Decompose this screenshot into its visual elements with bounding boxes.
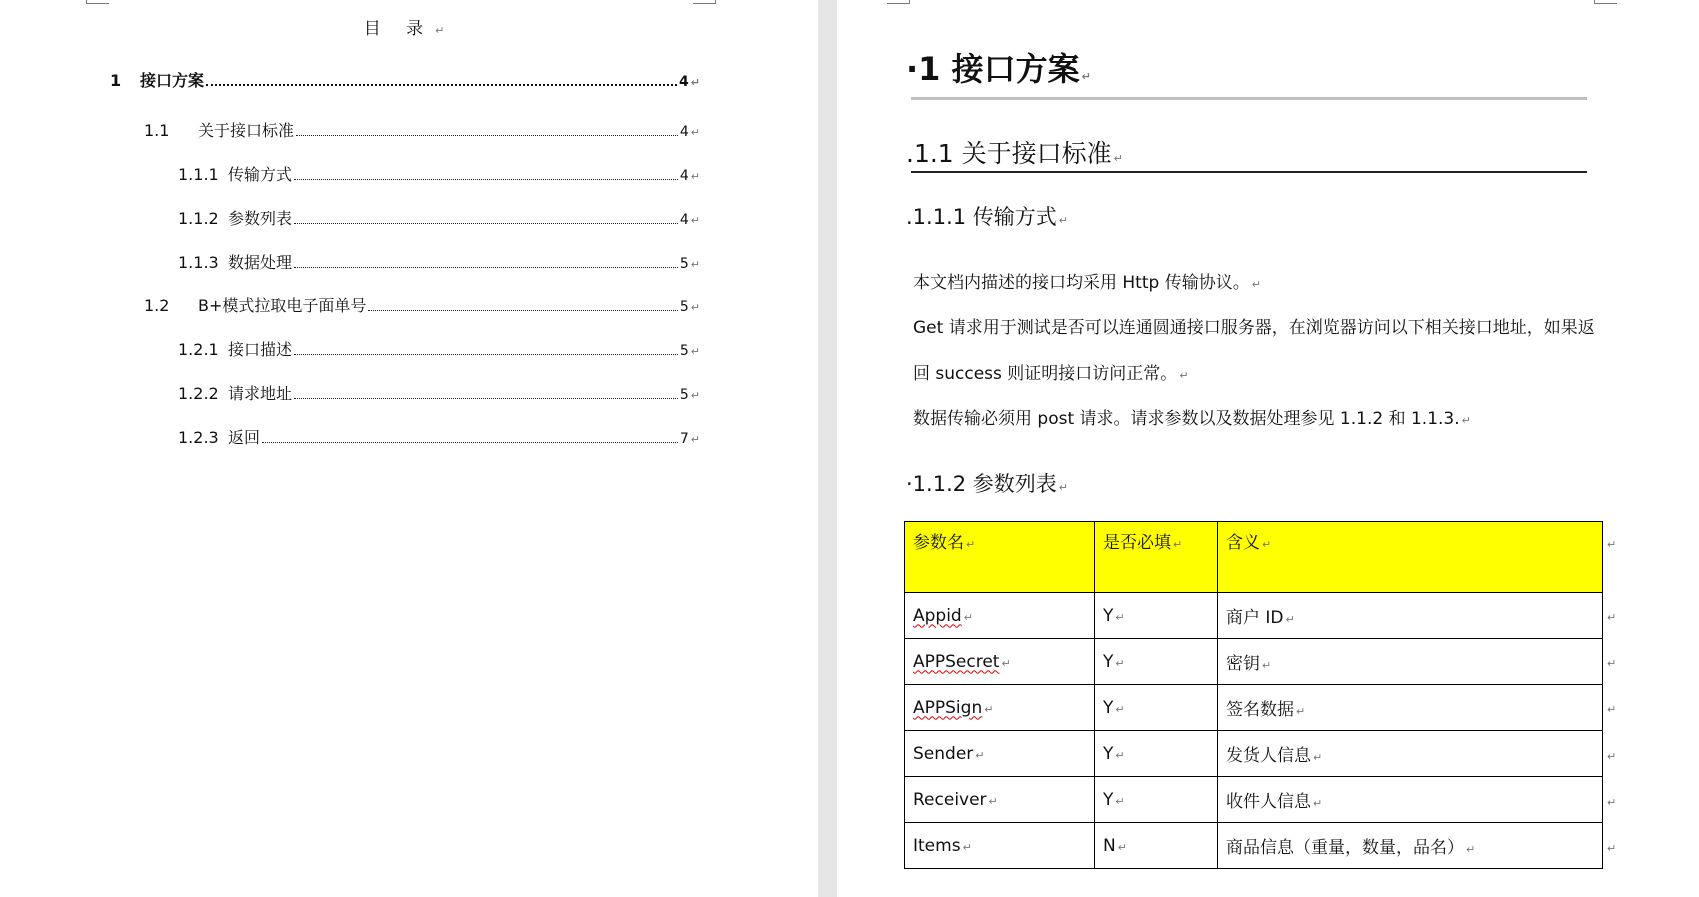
table-cell: Items ↵ [905, 823, 1095, 869]
table-cell: 签名数据 ↵ [1218, 685, 1603, 731]
table-cell: Appid ↵ [905, 593, 1095, 639]
table-cell: Y ↵ [1095, 685, 1218, 731]
table-row [905, 731, 1603, 777]
parameter-table [904, 521, 1603, 869]
row-end-mark: ↵ [1607, 703, 1617, 716]
heading-1-rule [911, 97, 1587, 100]
table-row [905, 593, 1603, 639]
table-header-cell: 含义 ↵ [1218, 522, 1603, 593]
crop-mark [693, 0, 716, 4]
table-cell: Sender ↵ [905, 731, 1095, 777]
row-end-mark: ↵ [1607, 538, 1617, 551]
toc-entry[interactable]: 1.2.1 接口描述 5 ↵ [178, 340, 700, 359]
heading-3-params: ·1.1.2 参数列表 ↵ [906, 472, 1069, 496]
toc-entry[interactable]: 1.2.2 请求地址 5 ↵ [178, 384, 700, 403]
table-row [905, 823, 1603, 869]
table-cell: 发货人信息 ↵ [1218, 731, 1603, 777]
crop-mark [86, 0, 109, 4]
toc-entry[interactable]: 1 接口方案 4 ↵ [110, 71, 700, 90]
row-end-mark: ↵ [1607, 611, 1617, 624]
table-header-cell: 参数名 ↵ [905, 522, 1095, 593]
paragraph: 回 success 则证明接口访问正常。 ↵ [913, 364, 1189, 384]
table-cell: 商户 ID ↵ [1218, 593, 1603, 639]
table-row [905, 777, 1603, 823]
toc-entry[interactable]: 1.1.3 数据处理 5 ↵ [178, 253, 700, 272]
heading-3: .1.1.1 传输方式 ↵ [906, 205, 1069, 229]
table-cell: APPSecret ↵ [905, 639, 1095, 685]
heading-2-rule [911, 171, 1587, 173]
table-header-row [905, 522, 1603, 593]
table-cell: 密钥 ↵ [1218, 639, 1603, 685]
table-cell: 商品信息（重量，数量，品名） ↵ [1218, 823, 1603, 869]
table-cell: APPSign ↵ [905, 685, 1095, 731]
table-header-cell: 是否必填 ↵ [1095, 522, 1218, 593]
row-end-mark: ↵ [1607, 842, 1617, 855]
toc-entry[interactable]: 1.1.2 参数列表 4 ↵ [178, 209, 700, 228]
table-cell: Receiver ↵ [905, 777, 1095, 823]
table-cell: 收件人信息 ↵ [1218, 777, 1603, 823]
row-end-mark: ↵ [1607, 657, 1617, 670]
paragraph: 本文档内描述的接口均采用 Http 传输协议。 ↵ [913, 273, 1261, 293]
table-row [905, 639, 1603, 685]
crop-mark [1594, 0, 1617, 4]
heading-2: .1.1 关于接口标准 ↵ [906, 139, 1123, 168]
toc-title: 目 录 ↵ [363, 19, 455, 39]
row-end-mark: ↵ [1607, 750, 1617, 763]
toc-entry[interactable]: 1.1.1 传输方式 4 ↵ [178, 165, 700, 184]
toc-entry[interactable]: 1.2 B+模式拉取电子面单号 5 ↵ [144, 296, 700, 315]
table-cell: Y ↵ [1095, 639, 1218, 685]
table-cell: N ↵ [1095, 823, 1218, 869]
toc-entry[interactable]: 1.2.3 返回 7 ↵ [178, 428, 700, 447]
toc-entry[interactable]: 1.1 关于接口标准 4 ↵ [144, 121, 700, 140]
table-cell: Y ↵ [1095, 593, 1218, 639]
paragraph: 数据传输必须用 post 请求。请求参数以及数据处理参见 1.1.2 和 1.1.3. ↵ [913, 409, 1471, 429]
table-row [905, 685, 1603, 731]
heading-1: ·1 接口方案 ↵ [906, 50, 1091, 88]
table-cell: Y ↵ [1095, 731, 1218, 777]
table-cell: Y ↵ [1095, 777, 1218, 823]
toc-page [0, 0, 818, 897]
paragraph: Get 请求用于测试是否可以连通圆通接口服务器，在浏览器访问以下相关接口地址，如果返 [913, 318, 1595, 338]
row-end-mark: ↵ [1607, 796, 1617, 809]
crop-mark [887, 0, 910, 4]
